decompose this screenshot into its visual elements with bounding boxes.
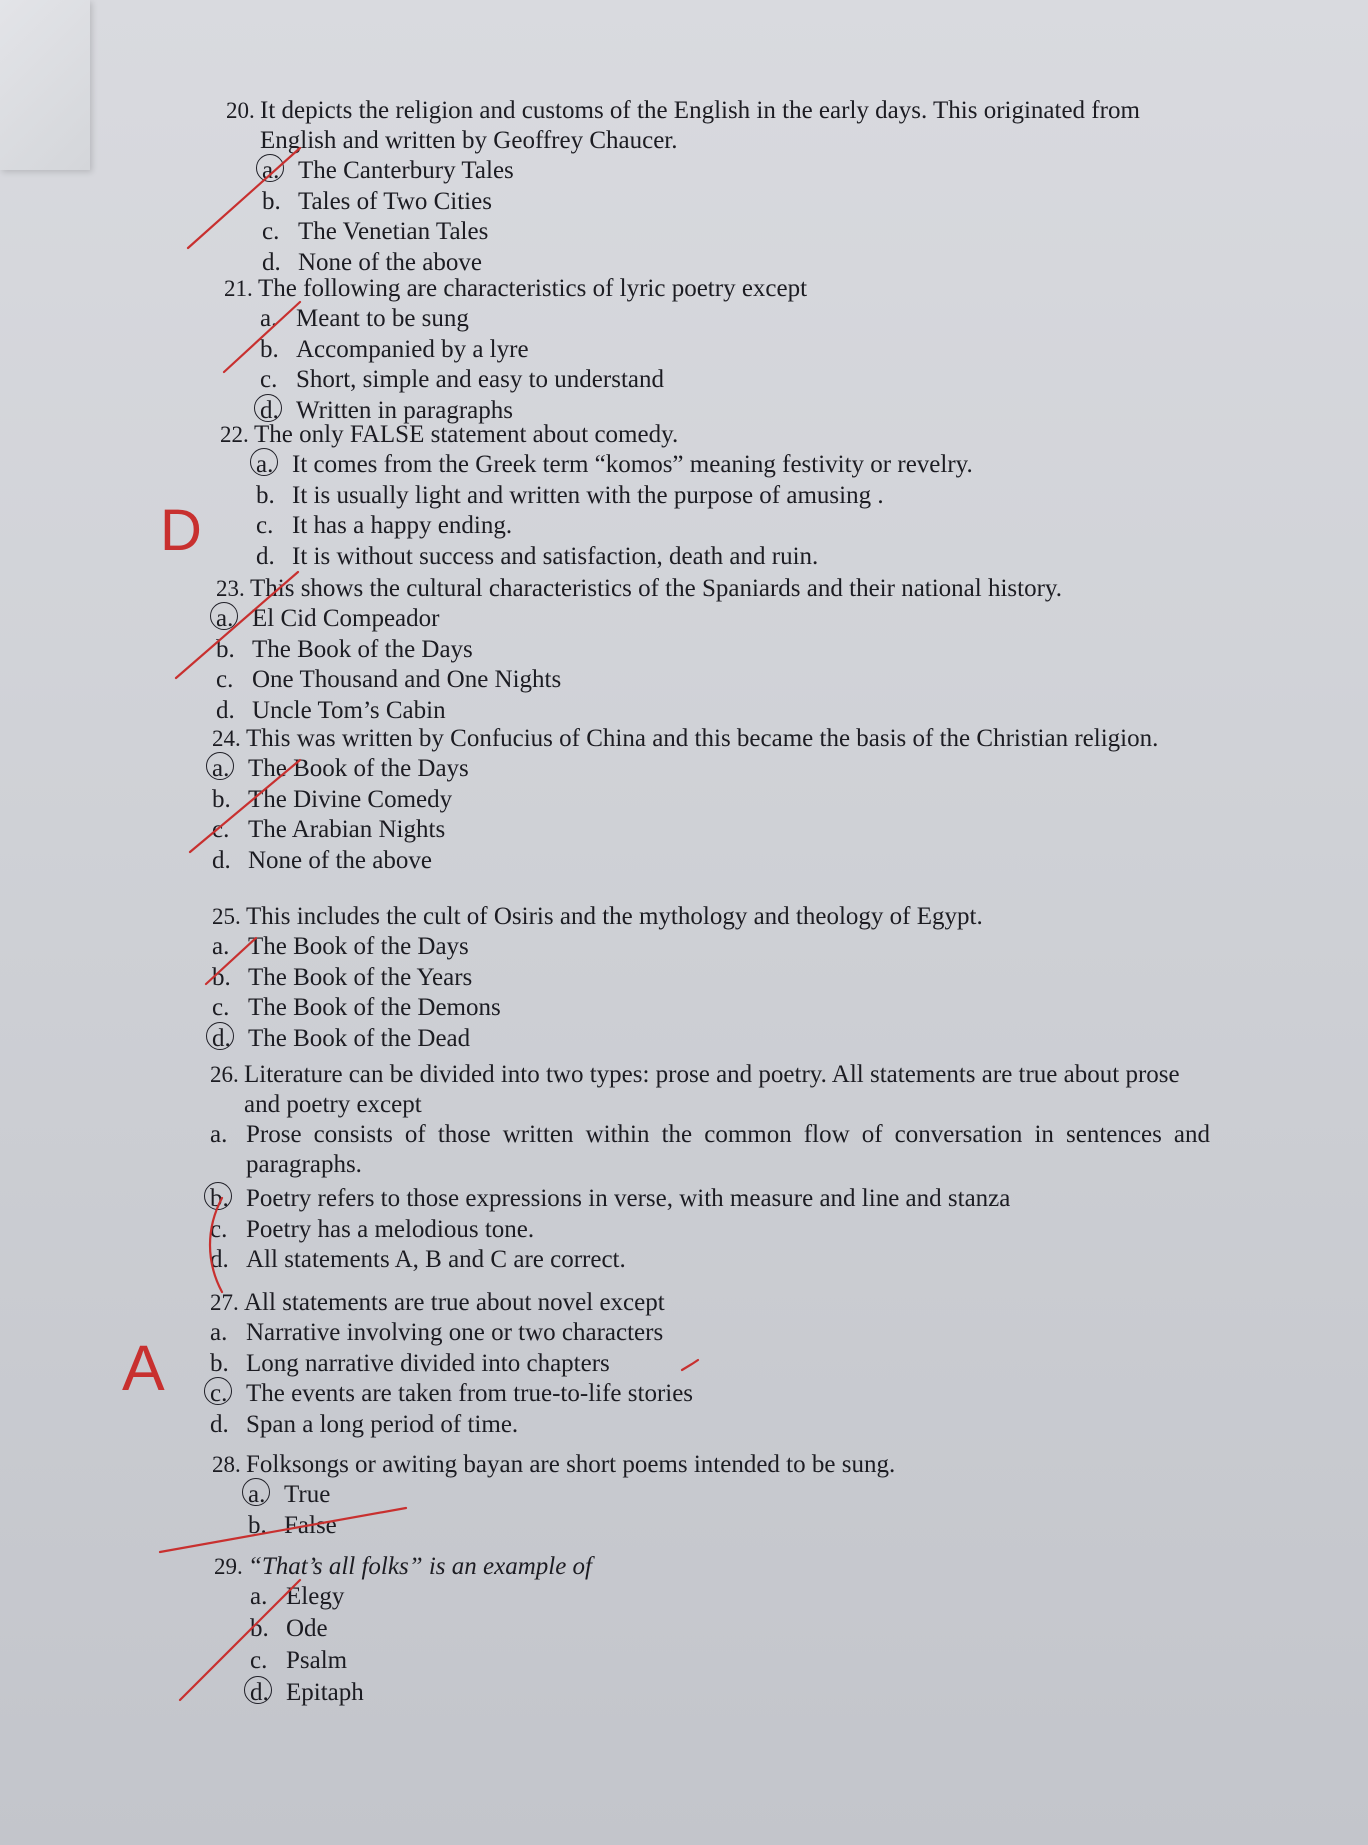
option bbox=[212, 785, 1202, 816]
option-text: The Arabian Nights bbox=[248, 816, 446, 843]
option bbox=[248, 1480, 1212, 1511]
question-24 bbox=[212, 724, 1202, 876]
question-23 bbox=[216, 574, 1216, 726]
option-letter: a. bbox=[250, 1583, 268, 1610]
option-letter: d. bbox=[256, 542, 275, 570]
question-number: 23. bbox=[216, 576, 245, 601]
option-text: Accompanied by a lyre bbox=[296, 335, 529, 363]
option-letter: b. bbox=[262, 187, 281, 215]
question-20 bbox=[226, 96, 1176, 278]
option bbox=[210, 1215, 1210, 1246]
question-text: Literature can be divided into two types: prose and poetry. All statements are true about prose and poetry except bbox=[244, 1061, 1180, 1118]
option-text: Span a long period of time. bbox=[246, 1410, 519, 1438]
option bbox=[210, 1410, 1210, 1441]
option-text: El Cid Compeador bbox=[252, 605, 440, 632]
option-letter: b. bbox=[212, 785, 231, 813]
option-letter: c. bbox=[216, 666, 234, 693]
question-25 bbox=[212, 902, 1202, 1054]
option-letter: b. bbox=[210, 1184, 246, 1214]
option bbox=[216, 604, 1216, 635]
option-letter: d. bbox=[216, 696, 235, 724]
option-letter: c. bbox=[260, 366, 278, 393]
question-number: 28. bbox=[212, 1452, 241, 1477]
question-number: 24. bbox=[212, 726, 241, 751]
option-letter: c. bbox=[210, 1215, 228, 1243]
option-letter: c. bbox=[212, 994, 230, 1021]
option-text: Poetry refers to those expressions in verse, with measure and line and stanza bbox=[246, 1185, 1011, 1212]
option-text: False bbox=[284, 1511, 337, 1539]
option-text: Written in paragraphs bbox=[296, 396, 513, 424]
option-text: Long narrative divided into chapters bbox=[246, 1349, 610, 1377]
option-letter: d. bbox=[212, 846, 231, 874]
option-letter: b. bbox=[260, 335, 279, 363]
option bbox=[210, 1120, 1210, 1184]
option bbox=[212, 963, 1202, 994]
question-21 bbox=[224, 274, 1174, 426]
question-number: 29. bbox=[214, 1554, 243, 1579]
option-text: It has a happy ending. bbox=[292, 512, 513, 539]
option-text: The Book of the Demons bbox=[248, 994, 501, 1021]
option-letter: c. bbox=[262, 218, 280, 245]
question-text: All statements are true about novel except bbox=[244, 1289, 665, 1316]
option bbox=[260, 365, 1174, 396]
option-text: Narrative involving one or two characters bbox=[246, 1319, 664, 1346]
option-text: The Book of the Days bbox=[248, 755, 469, 782]
option-text: True bbox=[284, 1481, 331, 1508]
option-letter: d. bbox=[262, 248, 281, 276]
option-text: All statements A, B and C are correct. bbox=[246, 1246, 626, 1273]
option bbox=[262, 187, 1176, 218]
option-text: Elegy bbox=[286, 1583, 345, 1610]
option-letter: b. bbox=[248, 1511, 267, 1539]
question-number: 25. bbox=[212, 904, 241, 929]
option-letter: c. bbox=[256, 512, 274, 539]
question-text: This shows the cultural characteristics of the Spaniards and their national history. bbox=[250, 575, 1063, 602]
option-text: Uncle Tom’s Cabin bbox=[252, 696, 446, 724]
option-letter: d. bbox=[210, 1246, 229, 1273]
option bbox=[260, 335, 1174, 366]
option-letter: a. bbox=[262, 156, 298, 186]
option-text: The Book of the Dead bbox=[248, 1024, 471, 1052]
question-26 bbox=[210, 1060, 1210, 1276]
option-text: It is without success and satisfaction, death and ruin. bbox=[292, 542, 819, 570]
question-number: 21. bbox=[224, 276, 253, 301]
option-letter: d. bbox=[212, 1024, 248, 1054]
option-letter: b. bbox=[250, 1615, 269, 1642]
option bbox=[250, 1614, 1214, 1646]
option-text: The Book of the Years bbox=[248, 963, 473, 991]
option bbox=[210, 1379, 1210, 1410]
option-text: Tales of Two Cities bbox=[298, 187, 492, 215]
option-letter: d. bbox=[250, 1678, 286, 1708]
option bbox=[210, 1318, 1210, 1349]
option bbox=[216, 635, 1216, 666]
question-22 bbox=[220, 420, 1180, 572]
option bbox=[260, 304, 1174, 335]
question-number: 27. bbox=[210, 1290, 239, 1315]
question-text: The only FALSE statement about comedy. bbox=[254, 421, 679, 448]
question-text: This includes the cult of Osiris and the mythology and theology of Egypt. bbox=[246, 903, 983, 930]
option bbox=[210, 1245, 1210, 1276]
question-text: “That’s all folks” is an example of bbox=[248, 1553, 593, 1580]
option-letter: c. bbox=[210, 1379, 246, 1409]
option-letter: c. bbox=[250, 1647, 268, 1674]
question-text: The following are characteristics of lyric poetry except bbox=[258, 275, 808, 302]
question-28 bbox=[212, 1450, 1212, 1541]
option-letter: b. bbox=[216, 635, 235, 663]
option bbox=[256, 450, 1180, 481]
option bbox=[248, 1511, 1212, 1542]
question-number: 26. bbox=[210, 1062, 239, 1087]
option bbox=[210, 1349, 1210, 1380]
grade-letter: A bbox=[122, 1332, 165, 1404]
option-letter: a. bbox=[256, 450, 292, 480]
option bbox=[256, 511, 1180, 542]
option-letter: d. bbox=[210, 1410, 229, 1438]
option bbox=[212, 815, 1202, 846]
question-29 bbox=[214, 1552, 1214, 1710]
option bbox=[212, 932, 1202, 963]
option-text: The Book of the Days bbox=[252, 635, 473, 663]
option bbox=[256, 542, 1180, 573]
question-27 bbox=[210, 1288, 1210, 1440]
option bbox=[216, 665, 1216, 696]
option-letter: a. bbox=[212, 754, 248, 784]
option-letter: b. bbox=[212, 963, 231, 991]
option-text: Ode bbox=[286, 1615, 328, 1642]
option-text: The Canterbury Tales bbox=[298, 157, 514, 184]
option bbox=[210, 1184, 1210, 1215]
option-text: Poetry has a melodious tone. bbox=[246, 1215, 535, 1243]
option-text: Prose consists of those written within the common flow of conversation in sentences and paragraphs. bbox=[246, 1121, 1210, 1178]
question-number: 22. bbox=[220, 422, 249, 447]
question-text: This was written by Confucius of China and this became the basis of the Christian religion. bbox=[246, 725, 1159, 752]
option-text: The Book of the Days bbox=[248, 933, 469, 960]
option bbox=[262, 217, 1176, 248]
question-number: 20. bbox=[226, 98, 255, 123]
option bbox=[212, 754, 1202, 785]
option-text: One Thousand and One Nights bbox=[252, 666, 562, 693]
question-text: It depicts the religion and customs of the English in the early days. This originated from English and written by Geoffrey Chaucer. bbox=[260, 97, 1140, 154]
option bbox=[262, 156, 1176, 187]
option-letter: a. bbox=[260, 305, 278, 332]
option bbox=[212, 846, 1202, 877]
option-letter: a. bbox=[210, 1319, 228, 1346]
option-text: The Venetian Tales bbox=[298, 218, 489, 245]
option-letter: a. bbox=[210, 1121, 228, 1148]
option-text: The events are taken from true-to-life stories bbox=[246, 1380, 694, 1407]
option-text: None of the above bbox=[298, 248, 482, 276]
option-text: None of the above bbox=[248, 846, 432, 874]
option-letter: c. bbox=[212, 816, 230, 843]
option-letter: a. bbox=[248, 1480, 284, 1510]
option bbox=[250, 1678, 1214, 1710]
grade-letter: D bbox=[160, 498, 202, 563]
option-letter: b. bbox=[210, 1349, 229, 1377]
option-text: It comes from the Greek term “komos” meaning festivity or revelry. bbox=[292, 451, 973, 478]
option-text: It is usually light and written with the purpose of amusing . bbox=[292, 481, 884, 509]
option-text: Short, simple and easy to understand bbox=[296, 366, 664, 393]
option bbox=[212, 1024, 1202, 1055]
option-letter: a. bbox=[216, 604, 252, 634]
option bbox=[250, 1646, 1214, 1678]
question-text: Folksongs or awiting bayan are short poems intended to be sung. bbox=[246, 1451, 896, 1478]
option-text: Meant to be sung bbox=[296, 305, 469, 332]
option bbox=[250, 1582, 1214, 1614]
option-letter: b. bbox=[256, 481, 275, 509]
option-letter: a. bbox=[212, 933, 230, 960]
option bbox=[256, 481, 1180, 512]
option-letter: d. bbox=[260, 396, 296, 426]
option-text: Psalm bbox=[286, 1647, 348, 1674]
option-text: Epitaph bbox=[286, 1679, 364, 1706]
option-text: The Divine Comedy bbox=[248, 785, 453, 813]
option bbox=[216, 696, 1216, 727]
option bbox=[212, 993, 1202, 1024]
